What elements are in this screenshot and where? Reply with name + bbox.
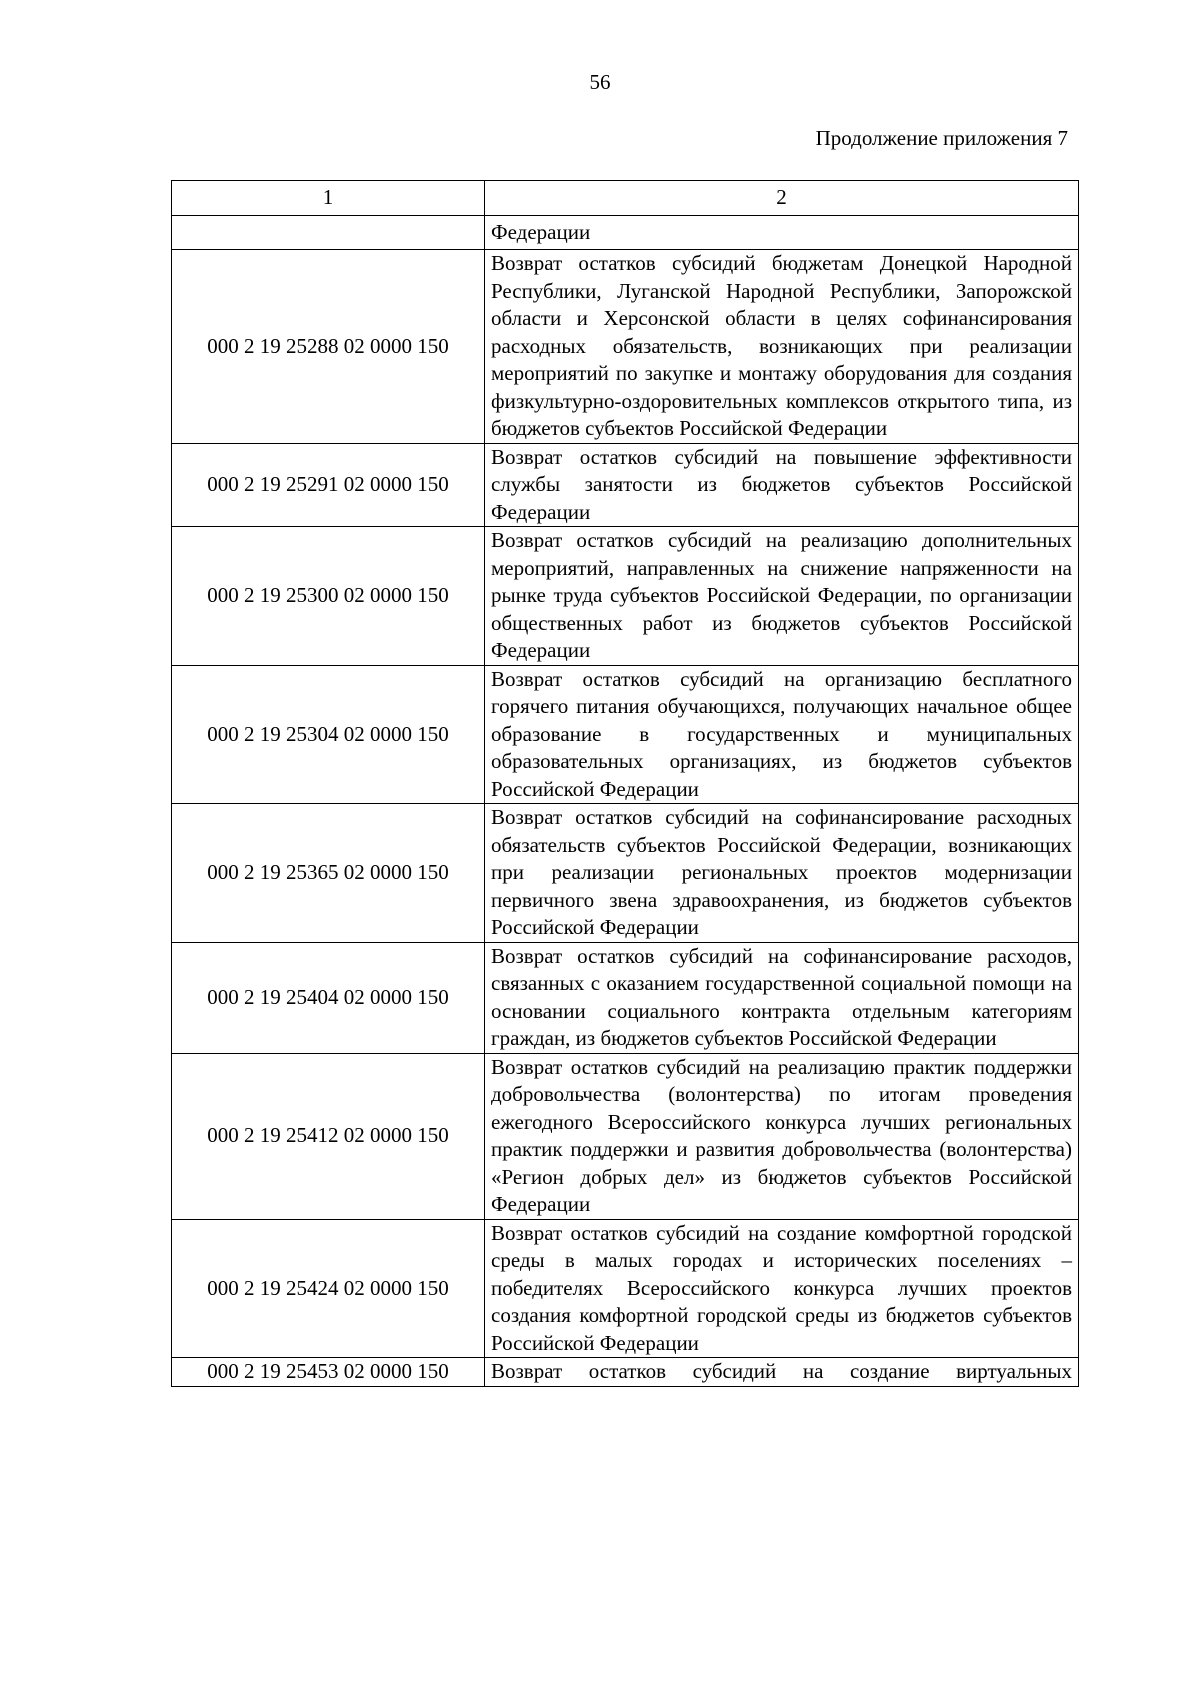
table-header-row: [172, 181, 1079, 216]
row-code-cell: 000 2 19 25288 02 0000 150: [172, 250, 485, 444]
row-code-cell: [172, 216, 485, 250]
table-row: [172, 1053, 1079, 1219]
row-description-cell: Возврат остатков субсидий на реализацию практик поддержки добровольчества (волонтерства) по итогам проведения ежегодного Всероссийского конкурса лучших региональных практик поддержки и развития добровольчества (волонтерства) «Регион добрых дел» из бюджетов субъектов Российской Федерации: [485, 1053, 1079, 1219]
row-code-cell: 000 2 19 25300 02 0000 150: [172, 527, 485, 666]
table-row: [172, 443, 1079, 527]
row-description-cell: Федерации: [485, 216, 1079, 250]
row-description-cell: Возврат остатков субсидий на создание комфортной городской среды в малых городах и исторических поселениях – победителях Всероссийского конкурса лучших проектов создания комфортной городской среды из бюджетов субъектов Российской Федерации: [485, 1219, 1079, 1358]
appendix-continuation-note: Продолжение приложения 7: [815, 126, 1068, 150]
row-code-cell: 000 2 19 25424 02 0000 150: [172, 1219, 485, 1358]
budget-codes-table: [171, 180, 1079, 1387]
table-row: [172, 1219, 1079, 1358]
row-code-cell: 000 2 19 25304 02 0000 150: [172, 665, 485, 804]
table-row: [172, 1358, 1079, 1387]
row-description-cell: Возврат остатков субсидий на софинансирование расходов, связанных с оказанием государственной социальной помощи на основании социального контракта отдельным категориям граждан, из бюджетов субъектов Российской Федерации: [485, 942, 1079, 1053]
table-row: [172, 942, 1079, 1053]
row-code-cell: 000 2 19 25404 02 0000 150: [172, 942, 485, 1053]
row-code-cell: 000 2 19 25291 02 0000 150: [172, 443, 485, 527]
column-header-1: 1: [172, 181, 485, 216]
row-description-cell: Возврат остатков субсидий на повышение эффективности службы занятости из бюджетов субъектов Российской Федерации: [485, 443, 1079, 527]
row-description-cell: Возврат остатков субсидий на реализацию дополнительных мероприятий, направленных на снижение напряженности на рынке труда субъектов Российской Федерации, по организации общественных работ из бюджетов субъектов Российской Федерации: [485, 527, 1079, 666]
row-description-cell: Возврат остатков субсидий на софинансирование расходных обязательств субъектов Российской Федерации, возникающих при реализации региональных проектов модернизации первичного звена здравоохранения, из бюджетов субъектов Российской Федерации: [485, 804, 1079, 943]
row-description-cell: Возврат остатков субсидий на организацию бесплатного горячего питания обучающихся, получающих начальное общее образование в государственных и муниципальных образовательных организациях, из бюджетов субъектов Российской Федерации: [485, 665, 1079, 804]
table-row: [172, 250, 1079, 444]
table-row: [172, 804, 1079, 943]
row-code-cell: 000 2 19 25453 02 0000 150: [172, 1358, 485, 1387]
table-row: [172, 665, 1079, 804]
row-code-cell: 000 2 19 25412 02 0000 150: [172, 1053, 485, 1219]
row-description-cell: Возврат остатков субсидий на создание виртуальных: [485, 1358, 1079, 1387]
column-header-2: 2: [485, 181, 1079, 216]
table-row: [172, 216, 1079, 250]
row-description-cell: Возврат остатков субсидий бюджетам Донецкой Народной Республики, Луганской Народной Республики, Запорожской области и Херсонской области в целях софинансирования расходных обязательств, возникающих при реализации мероприятий по закупке и монтажу оборудования для создания физкультурно-оздоровительных комплексов открытого типа, из бюджетов субъектов Российской Федерации: [485, 250, 1079, 444]
table-row: [172, 527, 1079, 666]
row-code-cell: 000 2 19 25365 02 0000 150: [172, 804, 485, 943]
page-number: 56: [589, 70, 611, 94]
